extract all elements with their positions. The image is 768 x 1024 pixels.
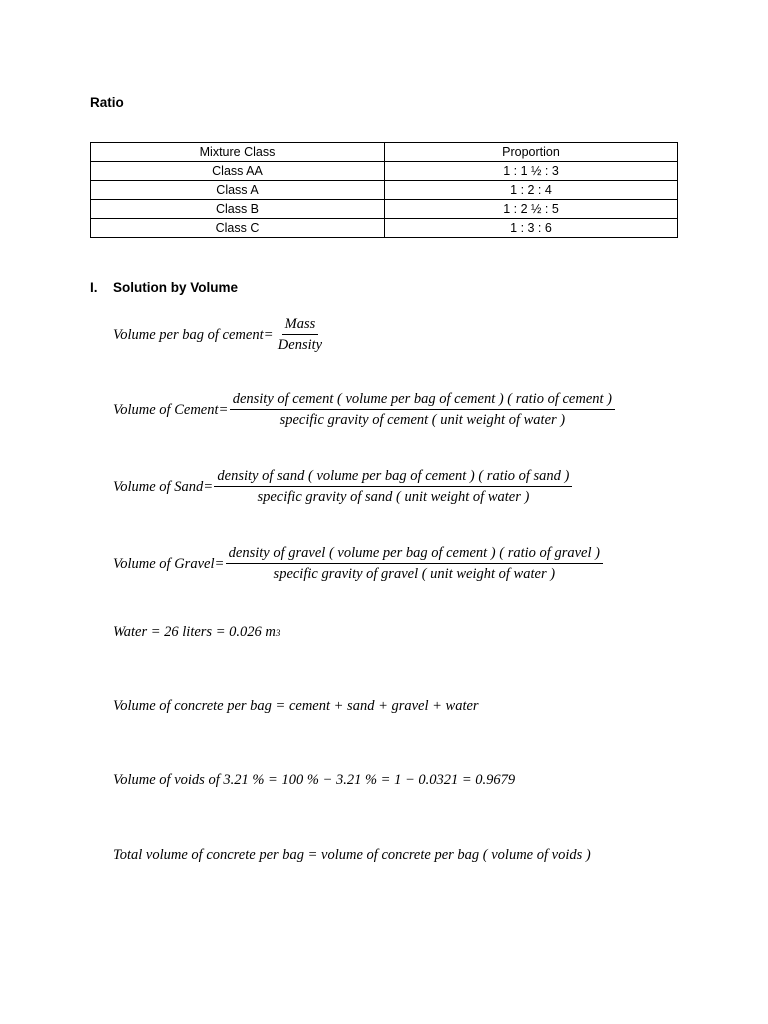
denominator: specific gravity of gravel ( unit weight of water ) xyxy=(273,566,556,582)
numerator: density of cement ( volume per bag of cement ) ( ratio of cement ) xyxy=(230,391,615,410)
fraction xyxy=(275,316,325,354)
ratio-heading: Ratio xyxy=(90,95,124,110)
numerator: Mass xyxy=(282,316,319,335)
mixture-class-cell: Class AA xyxy=(91,162,385,181)
equation-lhs: Volume of Gravel xyxy=(113,555,215,572)
equation-lhs: Volume per bag of cement xyxy=(113,326,264,343)
fraction xyxy=(214,468,572,506)
denominator: Density xyxy=(277,337,323,353)
section-number: I. xyxy=(90,280,98,295)
table-row xyxy=(91,219,678,238)
table-row xyxy=(91,181,678,200)
proportion-cell: 1 : 2 : 4 xyxy=(385,181,678,200)
equation-text: Total volume of concrete per bag = volume of concrete per bag ( volume of voids ) xyxy=(113,847,591,863)
equation-volume-of-concrete xyxy=(113,698,479,715)
equation-text: Volume of voids of 3.21 % = 100 % − 3.21 % = 1 − 0.0321 = 0.9679 xyxy=(113,772,516,788)
proportion-cell: 1 : 1 ½ : 3 xyxy=(385,162,678,181)
equation-text: Volume of concrete per bag = cement + sand + gravel + water xyxy=(113,698,479,714)
equation-volume-of-voids xyxy=(113,772,515,789)
proportion-cell: 1 : 2 ½ : 5 xyxy=(385,200,678,219)
proportion-cell: 1 : 3 : 6 xyxy=(385,219,678,238)
equals-sign: = xyxy=(264,326,273,343)
table-row xyxy=(91,200,678,219)
mixture-class-cell: Class B xyxy=(91,200,385,219)
equation-total-volume xyxy=(113,847,591,864)
equation-lhs: Volume of Sand xyxy=(113,478,204,495)
column-header-proportion: Proportion xyxy=(385,143,678,162)
table-header-row xyxy=(91,143,678,162)
equals-sign: = xyxy=(215,555,224,572)
mixture-class-cell: Class A xyxy=(91,181,385,200)
equals-sign: = xyxy=(204,478,213,495)
equation-volume-of-cement xyxy=(113,391,616,429)
numerator: density of sand ( volume per bag of cement ) ( ratio of sand ) xyxy=(214,468,572,487)
column-header-mixture-class: Mixture Class xyxy=(91,143,385,162)
mixture-ratio-table xyxy=(90,142,678,238)
numerator: density of gravel ( volume per bag of cement ) ( ratio of gravel ) xyxy=(226,545,603,564)
fraction xyxy=(226,545,603,583)
equation-volume-per-bag xyxy=(113,316,326,354)
table-row xyxy=(91,162,678,181)
equation-volume-of-gravel xyxy=(113,545,604,583)
equals-sign: = xyxy=(219,401,228,418)
mixture-class-cell: Class C xyxy=(91,219,385,238)
equation-lhs: Volume of Cement xyxy=(113,401,219,418)
fraction xyxy=(230,391,615,429)
exponent: 3 xyxy=(275,627,281,638)
denominator: specific gravity of cement ( unit weight of water ) xyxy=(279,412,566,428)
denominator: specific gravity of sand ( unit weight of water ) xyxy=(257,489,530,505)
equation-water xyxy=(113,624,280,641)
equation-volume-of-sand xyxy=(113,468,573,506)
equation-text: Water = 26 liters = 0.026 m xyxy=(113,624,276,640)
section-title: Solution by Volume xyxy=(113,280,239,295)
